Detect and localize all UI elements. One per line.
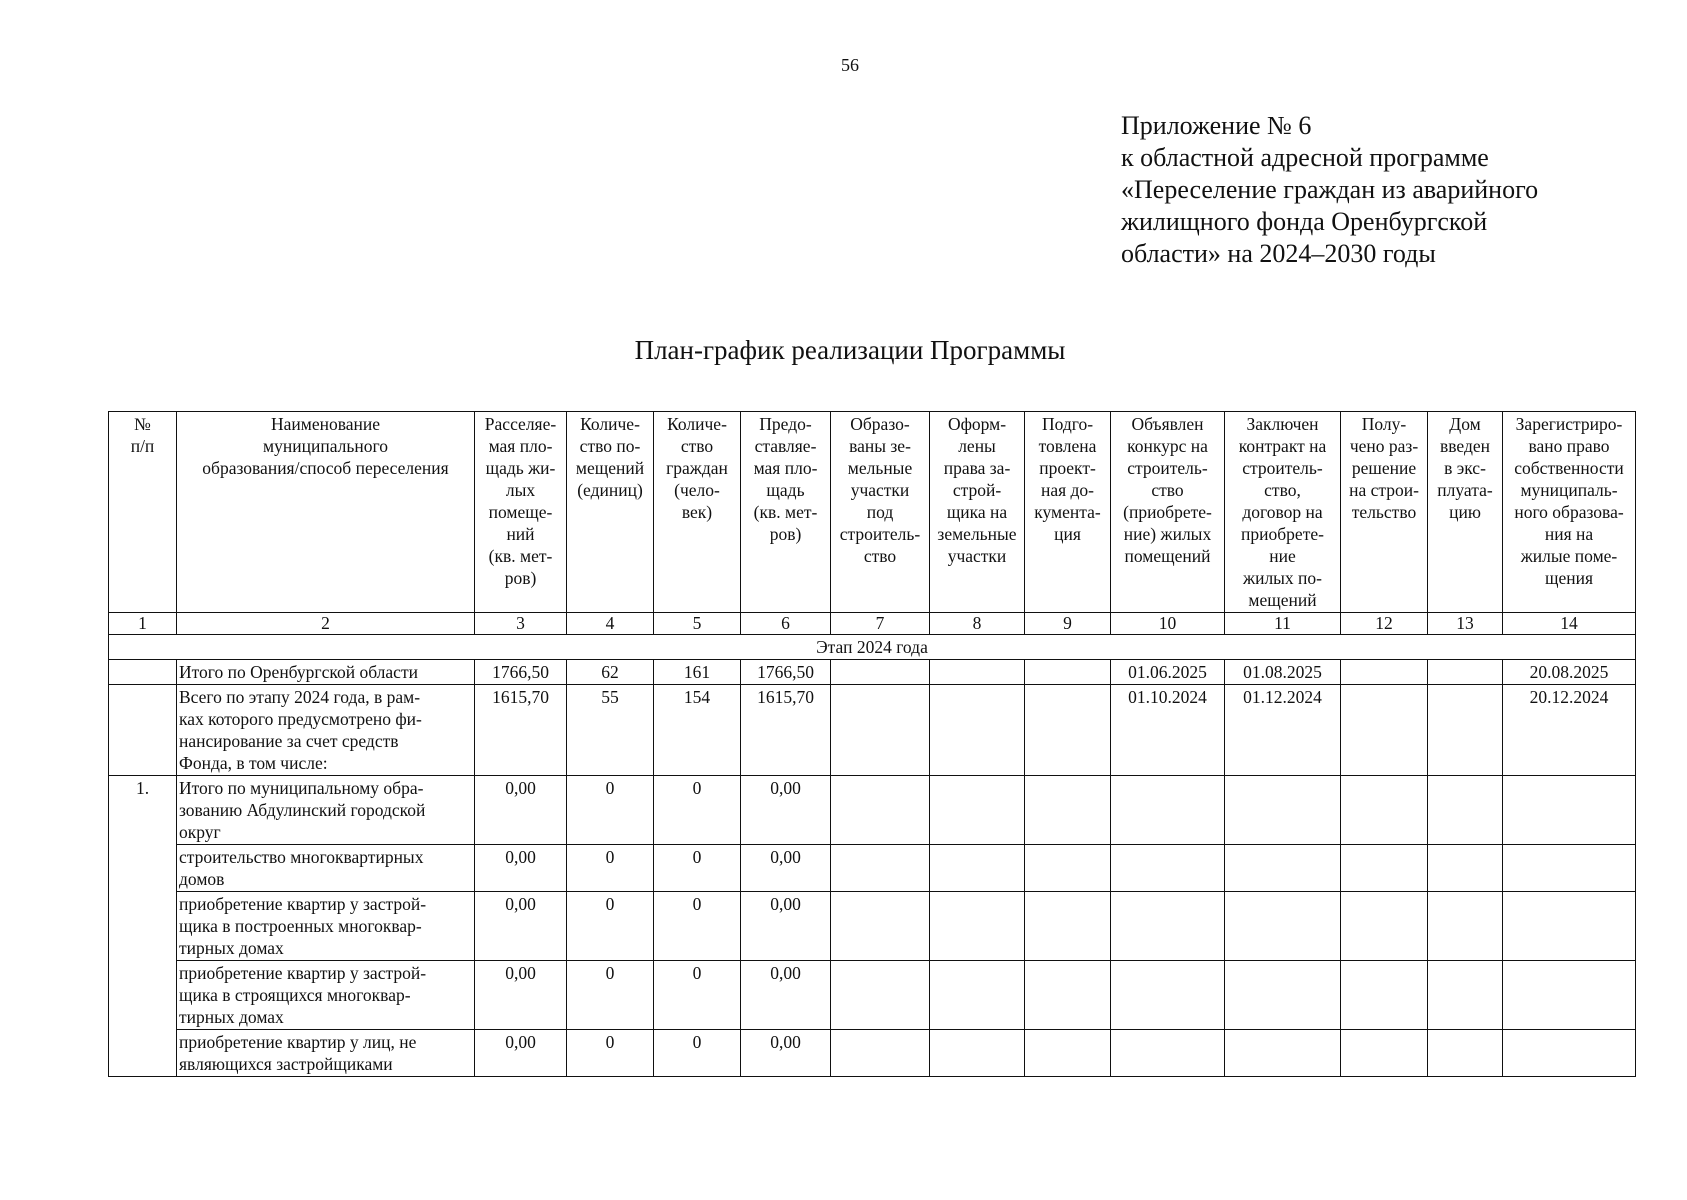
cell-text-line: муниципаль- (1520, 480, 1618, 500)
cell-text-line: под (866, 502, 894, 522)
row-value: 1615,70 (741, 685, 831, 776)
plan-schedule-table (108, 411, 1636, 1077)
cell-text-line: щадь (766, 480, 805, 500)
cell-text-line: Количе- (667, 414, 727, 434)
column-number: 9 (1025, 613, 1111, 635)
row-value: 0 (567, 892, 654, 961)
column-number: 2 (177, 613, 475, 635)
cell-text-line: ний (506, 524, 535, 544)
row-value: 0,00 (741, 892, 831, 961)
cell-text-line: ство (1151, 480, 1184, 500)
column-header (1428, 412, 1503, 613)
row-value: 0,00 (475, 845, 567, 892)
row-value (1341, 776, 1428, 845)
cell-text-line: Всего по этапу 2024 года, в рам- (179, 687, 421, 707)
cell-text-line: ство, (1264, 480, 1301, 500)
column-number: 11 (1225, 613, 1341, 635)
cell-text-line: Полу- (1361, 414, 1407, 434)
column-number: 4 (567, 613, 654, 635)
cell-text-line: ного образова- (1514, 502, 1624, 522)
column-header (1341, 412, 1428, 613)
row-name (177, 776, 475, 845)
column-number: 7 (831, 613, 930, 635)
row-name (177, 685, 475, 776)
row-value (831, 776, 930, 845)
appendix-block (1121, 110, 1641, 270)
cell-text-line: жилые поме- (1520, 546, 1618, 566)
cell-text-line: плуата- (1437, 480, 1493, 500)
cell-text-line: ках которого предусмотрено фи- (179, 709, 422, 729)
row-value: 01.08.2025 (1225, 660, 1341, 685)
column-number: 3 (475, 613, 567, 635)
column-header (475, 412, 567, 613)
cell-text-line: строй- (952, 480, 1002, 500)
row-value: 0,00 (741, 1030, 831, 1077)
cell-text-line: домов (179, 869, 225, 889)
row-value: 01.06.2025 (1111, 660, 1225, 685)
cell-text-line: щика на (946, 502, 1008, 522)
cell-text-line: Итого по муниципальному обра- (179, 778, 424, 798)
cell-text-line: Образо- (850, 414, 910, 434)
cell-text-line: № (134, 414, 151, 434)
row-value (1341, 685, 1428, 776)
cell-text-line: век) (681, 502, 713, 522)
row-value (1025, 1030, 1111, 1077)
column-number: 14 (1503, 613, 1636, 635)
cell-text-line: п/п (130, 436, 155, 456)
cell-text-line: лых (505, 480, 536, 500)
cell-text-line: ство по- (579, 436, 641, 456)
cell-text-line: чено раз- (1349, 436, 1419, 456)
row-value (930, 961, 1025, 1030)
column-number: 13 (1428, 613, 1503, 635)
column-header (1025, 412, 1111, 613)
column-header (741, 412, 831, 613)
row-value: 0,00 (475, 892, 567, 961)
cell-text-line: участки (947, 546, 1007, 566)
column-header (177, 412, 475, 613)
stage-row (109, 635, 1636, 660)
row-value: 1766,50 (475, 660, 567, 685)
cell-text-line: строитель- (1127, 458, 1208, 478)
cell-text-line: нансирование за счет средств (179, 731, 399, 751)
cell-text-line: щадь жи- (485, 458, 556, 478)
cell-text-line: муниципального (263, 436, 388, 456)
table-row (109, 845, 1636, 892)
row-name (177, 961, 475, 1030)
stage-label: Этап 2024 года (109, 635, 1636, 660)
cell-text-line: Расселяе- (484, 414, 557, 434)
row-value (1225, 845, 1341, 892)
row-value: 0,00 (475, 776, 567, 845)
cell-text-line: Заключен (1246, 414, 1319, 434)
row-value (1428, 961, 1503, 1030)
column-number-row (109, 613, 1636, 635)
row-value (1341, 660, 1428, 685)
row-value (1503, 776, 1636, 845)
cell-text-line: мельные (847, 458, 913, 478)
cell-text-line: щика в строящихся многоквар- (179, 985, 411, 1005)
row-value (1025, 776, 1111, 845)
row-number: 1. (109, 776, 177, 1077)
row-value: 0 (654, 961, 741, 1030)
cell-text-line: приобрете- (1241, 524, 1324, 544)
row-name (177, 660, 475, 685)
row-value: 0 (654, 776, 741, 845)
row-value (1503, 961, 1636, 1030)
cell-text-line: конкурс на (1127, 436, 1208, 456)
cell-text-line: строительство многоквартирных (179, 847, 424, 867)
cell-text-line: помещений (1124, 546, 1211, 566)
row-value: 0,00 (741, 845, 831, 892)
cell-text-line: (единиц) (577, 480, 643, 500)
header-row (109, 412, 1636, 613)
row-value: 154 (654, 685, 741, 776)
row-value (1111, 1030, 1225, 1077)
column-header (930, 412, 1025, 613)
row-value (930, 776, 1025, 845)
cell-text-line: участки (850, 480, 910, 500)
cell-text-line: Итого по Оренбургской области (179, 662, 418, 682)
column-number: 12 (1341, 613, 1428, 635)
table-row (109, 685, 1636, 776)
row-value (930, 660, 1025, 685)
cell-text-line: Наименование (270, 414, 381, 434)
row-name (177, 845, 475, 892)
cell-text-line: тирных домах (179, 938, 284, 958)
row-value: 0 (654, 892, 741, 961)
row-value: 62 (567, 660, 654, 685)
row-value (1025, 845, 1111, 892)
row-value (1341, 1030, 1428, 1077)
cell-text-line: приобретение квартир у застрой- (179, 894, 427, 914)
row-number (109, 660, 177, 685)
row-value (1225, 961, 1341, 1030)
row-value: 1615,70 (475, 685, 567, 776)
column-header (831, 412, 930, 613)
cell-text-line: строитель- (839, 524, 921, 544)
column-number: 8 (930, 613, 1025, 635)
row-value (1341, 961, 1428, 1030)
cell-text-line: зованию Абдулинский городской (179, 800, 426, 820)
row-value (1428, 1030, 1503, 1077)
cell-text-line: на строи- (1349, 480, 1419, 500)
row-value (1503, 845, 1636, 892)
row-value (1503, 1030, 1636, 1077)
cell-text-line: Дом (1449, 414, 1481, 434)
row-value: 0 (567, 1030, 654, 1077)
row-value (1111, 845, 1225, 892)
row-value (831, 892, 930, 961)
cell-text-line: помеще- (488, 502, 553, 522)
row-value: 0 (567, 845, 654, 892)
row-value (1341, 892, 1428, 961)
row-value: 01.10.2024 (1111, 685, 1225, 776)
row-value (1428, 685, 1503, 776)
cell-text-line: введен (1440, 436, 1490, 456)
cell-text-line: ров) (504, 568, 537, 588)
row-value (1111, 961, 1225, 1030)
cell-text-line: Фонда, в том числе: (179, 753, 328, 773)
row-value (1341, 845, 1428, 892)
row-value (1428, 660, 1503, 685)
column-header (654, 412, 741, 613)
column-header (1225, 412, 1341, 613)
cell-text-line: граждан (666, 458, 728, 478)
column-header (109, 412, 177, 613)
cell-text-line: приобретение квартир у застрой- (179, 963, 427, 983)
table-row (109, 1030, 1636, 1077)
row-number (109, 685, 177, 776)
cell-text-line: являющихся застройщиками (179, 1054, 393, 1074)
table-row (109, 892, 1636, 961)
cell-text-line: (чело- (674, 480, 720, 500)
row-value (1025, 892, 1111, 961)
row-value (831, 660, 930, 685)
row-value (1428, 845, 1503, 892)
row-value: 0 (654, 845, 741, 892)
cell-text-line: ство (680, 436, 714, 456)
cell-text-line: вано право (1528, 436, 1610, 456)
row-value (1111, 776, 1225, 845)
column-number: 10 (1111, 613, 1225, 635)
cell-text-line: ная до- (1040, 480, 1095, 500)
row-value: 55 (567, 685, 654, 776)
cell-text-line: мая пло- (753, 458, 818, 478)
appendix-line: Приложение № 6 (1121, 111, 1312, 140)
row-value (1225, 776, 1341, 845)
row-value (1225, 892, 1341, 961)
row-value (930, 1030, 1025, 1077)
cell-text-line: жилых по- (1242, 568, 1322, 588)
row-value (1225, 1030, 1341, 1077)
table-row (109, 660, 1636, 685)
row-value (1428, 892, 1503, 961)
cell-text-line: (кв. мет- (753, 502, 818, 522)
cell-text-line: тельство (1351, 502, 1417, 522)
table-row (109, 961, 1636, 1030)
cell-text-line: собственности (1514, 458, 1624, 478)
column-number: 6 (741, 613, 831, 635)
cell-text-line: (приобрете- (1123, 502, 1212, 522)
row-value (1111, 892, 1225, 961)
row-value: 20.12.2024 (1503, 685, 1636, 776)
document-title: План-график реализации Программы (634, 335, 1066, 365)
cell-text-line: щения (1544, 568, 1594, 588)
row-value (831, 961, 930, 1030)
appendix-line: к областной адресной программе (1121, 143, 1489, 172)
cell-text-line: решение (1351, 458, 1417, 478)
row-value (831, 685, 930, 776)
row-value: 0,00 (741, 961, 831, 1030)
column-header (567, 412, 654, 613)
row-value: 161 (654, 660, 741, 685)
row-name (177, 1030, 475, 1077)
table-row (109, 776, 1636, 845)
row-value: 1766,50 (741, 660, 831, 685)
row-value: 20.08.2025 (1503, 660, 1636, 685)
cell-text-line: ров) (769, 524, 802, 544)
column-number: 1 (109, 613, 177, 635)
row-value (831, 845, 930, 892)
row-value (1025, 961, 1111, 1030)
cell-text-line: Оформ- (947, 414, 1007, 434)
cell-text-line: щика в построенных многоквар- (179, 916, 422, 936)
cell-text-line: ния на (1544, 524, 1594, 544)
cell-text-line: мая пло- (488, 436, 553, 456)
row-value (930, 892, 1025, 961)
row-value (1025, 660, 1111, 685)
cell-text-line: ние (1269, 546, 1296, 566)
cell-text-line: ставляе- (754, 436, 817, 456)
cell-text-line: Зарегистриро- (1515, 414, 1623, 434)
row-value (1428, 776, 1503, 845)
row-value: 0,00 (741, 776, 831, 845)
page-number: 56 (841, 55, 859, 75)
appendix-line: области» на 2024–2030 годы (1121, 239, 1436, 268)
column-header (1503, 412, 1636, 613)
appendix-line: жилищного фонда Оренбургской (1121, 207, 1488, 236)
column-number: 5 (654, 613, 741, 635)
cell-text-line: ство (863, 546, 897, 566)
appendix-line: «Переселение граждан из аварийного (1121, 175, 1539, 204)
row-value (831, 1030, 930, 1077)
cell-text-line: мещений (1248, 590, 1317, 610)
cell-text-line: товлена (1038, 436, 1097, 456)
cell-text-line: тирных домах (179, 1007, 284, 1027)
cell-text-line: цию (1449, 502, 1481, 522)
cell-text-line: мещений (575, 458, 645, 478)
row-value: 0 (567, 961, 654, 1030)
cell-text-line: образования/способ переселения (202, 458, 449, 478)
row-value: 0 (567, 776, 654, 845)
cell-text-line: Количе- (580, 414, 640, 434)
column-header (1111, 412, 1225, 613)
cell-text-line: в экс- (1444, 458, 1486, 478)
cell-text-line: приобретение квартир у лиц, не (179, 1032, 417, 1052)
cell-text-line: ция (1054, 524, 1081, 544)
cell-text-line: строитель- (1242, 458, 1323, 478)
row-value: 0,00 (475, 961, 567, 1030)
cell-text-line: ваны зе- (849, 436, 911, 456)
row-value: 0 (654, 1030, 741, 1077)
cell-text-line: договор на (1242, 502, 1323, 522)
cell-text-line: лены (958, 436, 996, 456)
cell-text-line: ние) жилых (1123, 524, 1212, 544)
row-value: 01.12.2024 (1225, 685, 1341, 776)
row-name (177, 892, 475, 961)
cell-text-line: округ (179, 822, 221, 842)
cell-text-line: Предо- (759, 414, 812, 434)
row-value (1503, 892, 1636, 961)
cell-text-line: Объявлен (1131, 414, 1204, 434)
row-value: 0,00 (475, 1030, 567, 1077)
cell-text-line: Подго- (1041, 414, 1094, 434)
cell-text-line: проект- (1039, 458, 1096, 478)
cell-text-line: кумента- (1034, 502, 1101, 522)
cell-text-line: (кв. мет- (488, 546, 553, 566)
row-value (930, 685, 1025, 776)
cell-text-line: контракт на (1238, 436, 1327, 456)
row-value (1025, 685, 1111, 776)
row-value (930, 845, 1025, 892)
cell-text-line: права за- (943, 458, 1011, 478)
cell-text-line: земельные (937, 524, 1017, 544)
